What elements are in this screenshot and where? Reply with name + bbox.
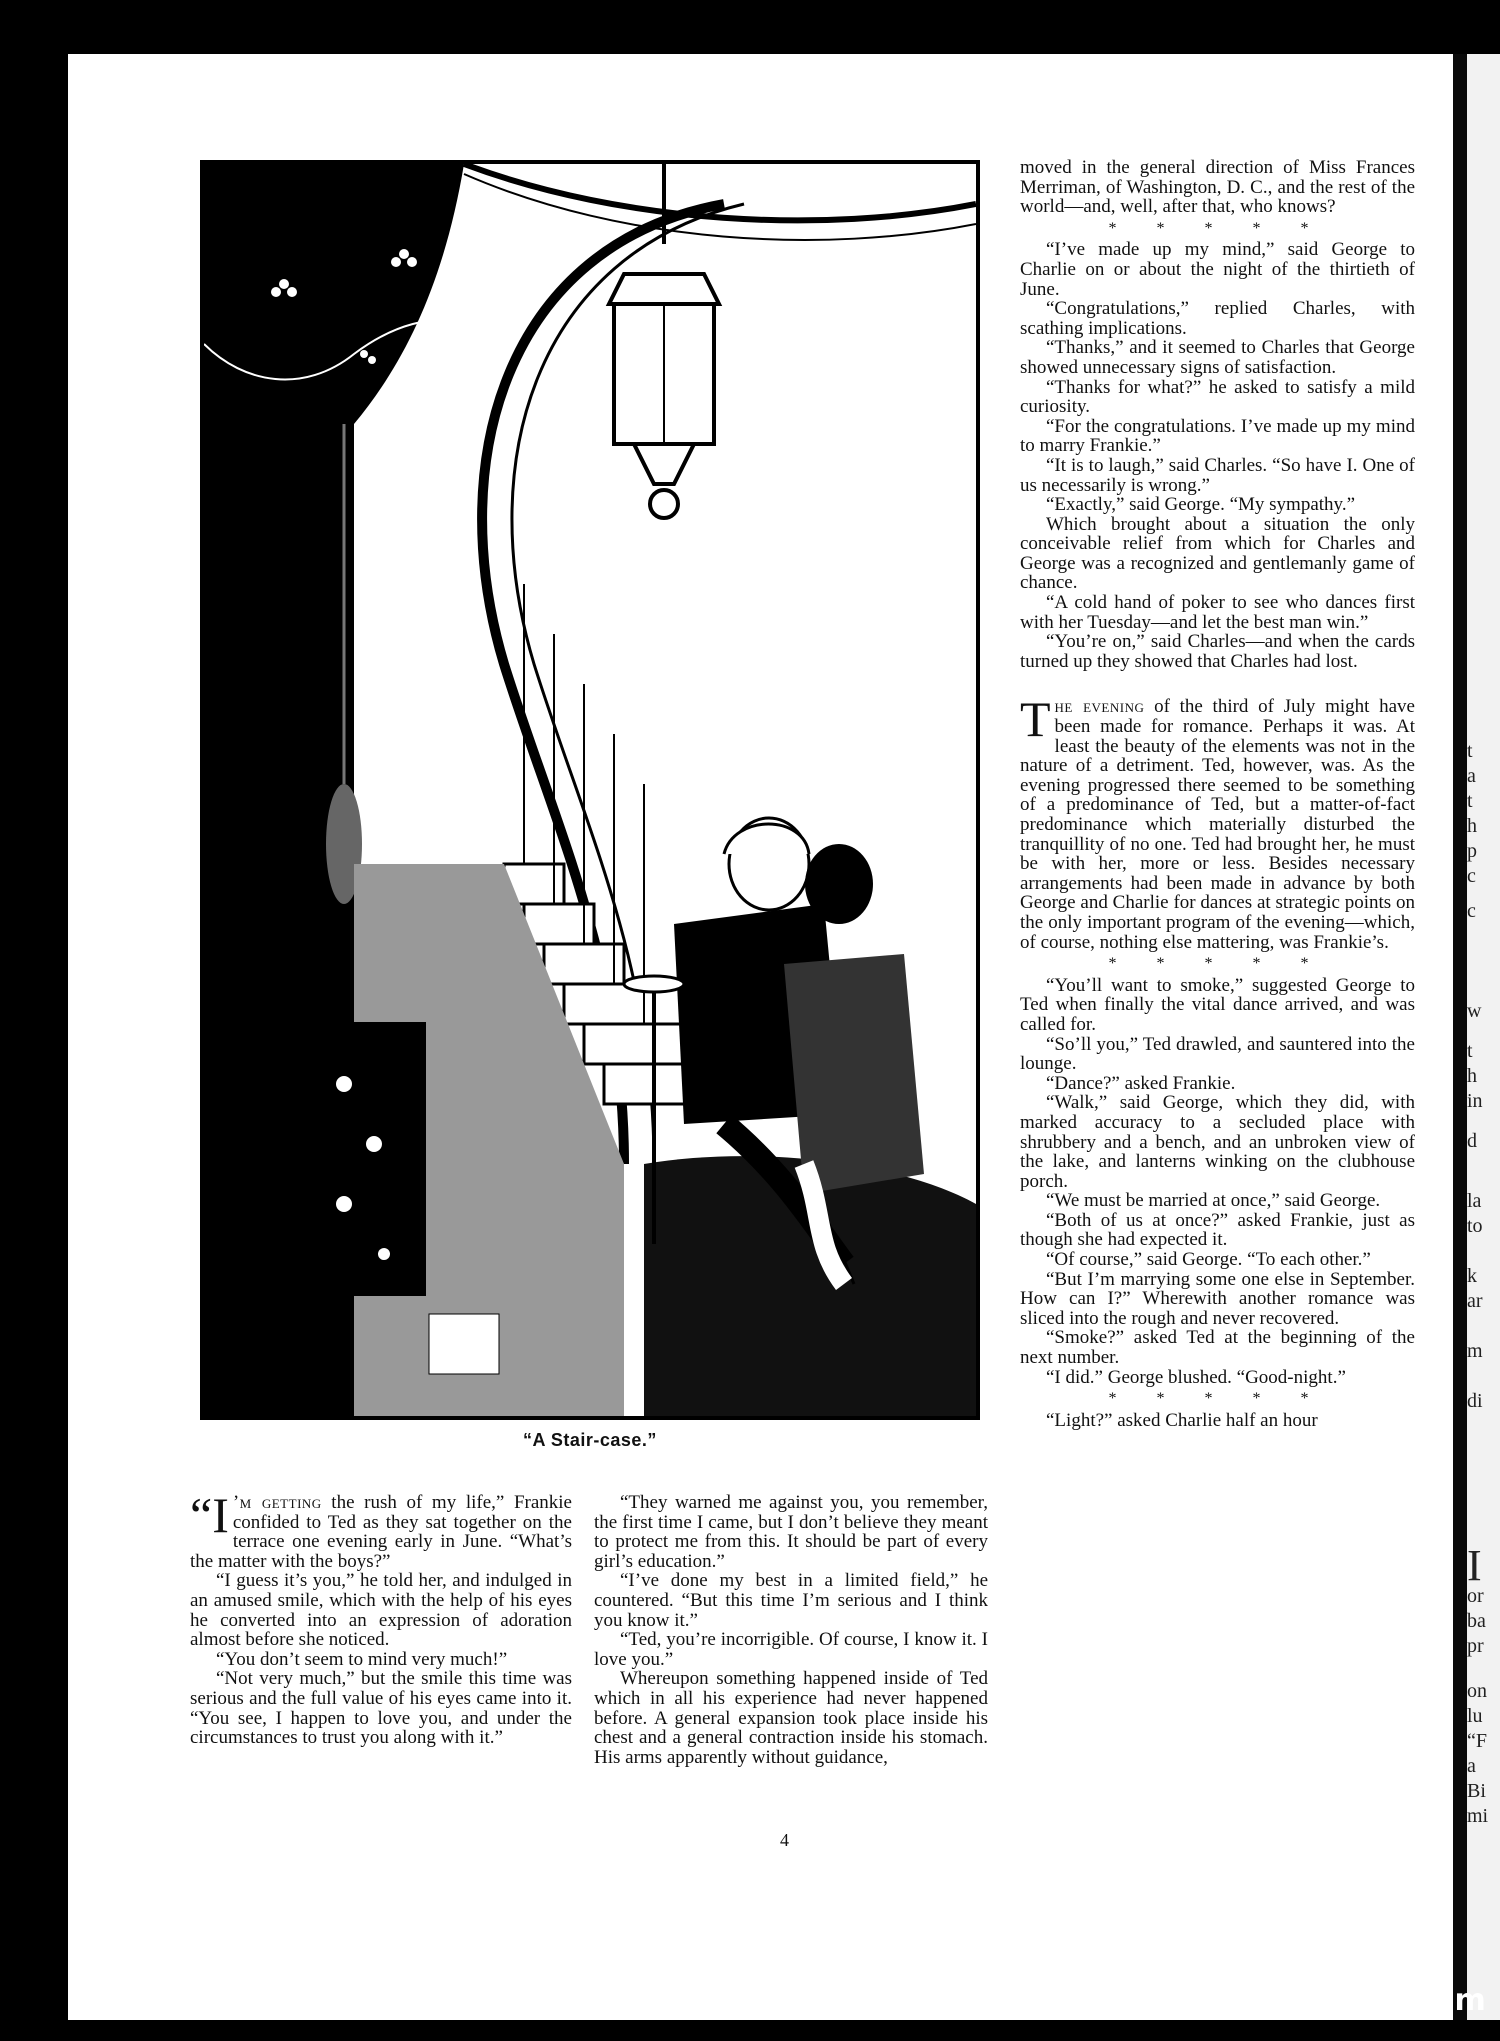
paragraph-text: “For the congratulations. I’ve made up my mind to marry Frankie.” xyxy=(1020,415,1415,457)
paragraph xyxy=(1020,632,1415,671)
paragraph-text: “We must be married at once,” said George. xyxy=(1046,1190,1381,1212)
section-stars: * * * * * xyxy=(1108,219,1327,237)
small-caps-lead: he evening xyxy=(1054,696,1145,718)
right-text-column xyxy=(1020,158,1415,1430)
paragraph-text: “Not very much,” but the smile this time was serious and the full value of his eyes came into it. “You see, I happen to love you, and under the circumstances to trust you along with it.” xyxy=(190,1668,572,1749)
paragraph-text: “So’ll you,” Ted drawled, and sauntered into the lounge. xyxy=(1020,1033,1415,1075)
facing-page-text-fragment: c xyxy=(1467,865,1476,887)
staircase-illustration xyxy=(200,160,980,1420)
paragraph-text: “Both of us at once?” asked Frankie, just as though she had expected it. xyxy=(1020,1209,1415,1251)
paragraph-text: “But I’m marrying some one else in September. How can I?” Wherewith another romance was sliced into the rough and never recovered. xyxy=(1020,1268,1415,1329)
facing-page-text-fragment: a xyxy=(1467,1755,1476,1777)
paragraph-text: “I’ve made up my mind,” said George to Charlie on or about the night of the thirtieth of June. xyxy=(1020,239,1415,300)
paragraph xyxy=(1020,338,1415,377)
section-stars: * * * * * xyxy=(1108,1390,1327,1408)
facing-page-text-fragment: k xyxy=(1467,1265,1477,1287)
facing-page-text-fragment: Bi xyxy=(1467,1780,1486,1802)
paragraph xyxy=(1020,495,1415,515)
paragraph-text: “Smoke?” asked Ted at the beginning of the next number. xyxy=(1020,1327,1415,1369)
paragraph-text: “They warned me against you, you remember, the first time I came, but I don’t believe they meant to protect me from this. It should be part of every girl’s education.” xyxy=(594,1492,988,1572)
facing-page-text-fragment: c xyxy=(1467,900,1476,922)
facing-page-text-fragment: w xyxy=(1467,1000,1482,1022)
paragraph-text: the rush of my life,” Frankie confided to Ted as they sat together on the terrace one evening early in June. “What’s the matter with the boys?” xyxy=(190,1492,572,1572)
facing-page-text-fragment: t xyxy=(1467,790,1473,812)
paragraph-text: Whereupon something happened inside of Ted which in all his experience had never happened before. A general expansion took place inside his chest and a general contraction inside his stomach. His arms apparently without guidance, xyxy=(594,1668,988,1768)
paragraph xyxy=(1020,1074,1415,1094)
facing-page-text-fragment: ba xyxy=(1467,1610,1486,1632)
paragraph-text: “A cold hand of poker to see who dances first with her Tuesday—and let the best man win.” xyxy=(1020,592,1415,633)
facing-page-text-fragment: I xyxy=(1467,1541,1482,1590)
paragraph xyxy=(1020,1035,1415,1074)
paragraph xyxy=(1020,378,1415,417)
facing-page-text-fragment: pr xyxy=(1467,1635,1484,1657)
facing-page-text-fragment: t xyxy=(1467,1040,1473,1062)
paragraph xyxy=(1020,1368,1415,1388)
page-number: 4 xyxy=(780,1830,789,1850)
facing-page-text-fragment: or xyxy=(1467,1585,1484,1607)
facing-page-text-fragment: di xyxy=(1467,1390,1483,1412)
bottom-left-text-column xyxy=(190,1487,572,1749)
paragraph xyxy=(594,1630,988,1669)
paragraph xyxy=(1020,417,1415,456)
section-stars: * * * * * xyxy=(1108,955,1327,973)
facing-page-text-fragment: la xyxy=(1467,1190,1482,1212)
illustration-caption: “A Stair-case.” xyxy=(523,1430,657,1450)
facing-page-text-fragment: ar xyxy=(1467,1290,1483,1312)
paragraph-text: “I did.” George blushed. “Good-night.” xyxy=(1046,1366,1346,1388)
paragraph xyxy=(1020,976,1415,1035)
paragraph xyxy=(190,1669,572,1747)
paragraph xyxy=(1020,1250,1415,1270)
section-break xyxy=(1020,671,1415,697)
paragraph xyxy=(190,1650,572,1670)
paragraph xyxy=(190,1487,572,1572)
facing-page-text-fragment: d xyxy=(1467,1130,1477,1152)
paragraph xyxy=(1020,515,1415,593)
paragraph-text: “I’ve done my best in a limited field,” he countered. “But this time I’m serious and I think you know it.” xyxy=(594,1570,988,1631)
paragraph-text: “You’re on,” said Charles—and when the cards turned up they showed that Charles had lost. xyxy=(1020,631,1415,672)
facing-page-text-fragment: on xyxy=(1467,1680,1487,1702)
facing-page-text-fragment: “F xyxy=(1467,1730,1487,1752)
paragraph-text: “Congratulations,” replied Charles, with scathing implications. xyxy=(1020,298,1415,339)
paragraph xyxy=(1020,691,1415,953)
paragraph xyxy=(1020,240,1415,299)
drop-cap: “I xyxy=(190,1487,229,1543)
facing-page-text-fragment: a xyxy=(1467,765,1476,787)
paragraph-text: “Ted, you’re incorrigible. Of course, I know it. I love you.” xyxy=(594,1629,988,1670)
paragraph-text: “You’ll want to smoke,” suggested George to Ted when finally the vital dance arrived, and was called for. xyxy=(1020,974,1415,1035)
paragraph-text: “Thanks,” and it seemed to Charles that George showed unnecessary signs of satisfaction. xyxy=(1020,337,1415,378)
paragraph-text: “Light?” asked Charlie half an hour xyxy=(1046,1409,1318,1431)
facing-page-text-fragment: h xyxy=(1467,1065,1477,1087)
watermark: comicbooks.com xyxy=(1200,1983,1487,2018)
paragraph-text: of the third of July might have been made for romance. Perhaps it was. At least the beauty of the elements was not in the nature of a detriment. Ted, however, was. As the evening progressed there seemed to be something of a predominance of Ted, but a matter-of-fact predominance which materially disturbed the tranquillity of no one. Ted had brought her, he must be with her, more or less. Besides necessary arrangements had been made in advance by both George and Charlie for dances at strategic points on the only important program of the evening—which, of course, nothing else mattering, was Frankie’s. xyxy=(1020,696,1415,953)
facing-page-text-fragment: mi xyxy=(1467,1805,1489,1827)
facing-page-text-fragment: t xyxy=(1467,740,1473,762)
drop-cap: T xyxy=(1020,691,1051,748)
paragraph-text: moved in the general direction of Miss Frances Merriman, of Washington, D. C., and the rest of the world—and, well, after that, who knows? xyxy=(1020,157,1415,218)
paragraph xyxy=(1020,1191,1415,1211)
paragraph xyxy=(1020,1270,1415,1329)
paragraph xyxy=(1020,456,1415,495)
paragraph-text: “It is to laugh,” said Charles. “So have I. One of us necessarily is wrong.” xyxy=(1020,454,1415,496)
paragraph xyxy=(190,1571,572,1649)
paragraph xyxy=(594,1571,988,1630)
facing-page-text-fragment: p xyxy=(1467,840,1477,862)
paragraph xyxy=(594,1669,988,1767)
bottom-middle-text-column xyxy=(594,1493,988,1767)
paragraph-text: “Dance?” asked Frankie. xyxy=(1046,1072,1236,1094)
paragraph-text: Which brought about a situation the only conceivable relief from which for Charles and George was a recognized and gentlemanly game of chance. xyxy=(1020,513,1415,594)
paragraph xyxy=(1020,1093,1415,1191)
paragraph-text: “I guess it’s you,” he told her, and indulged in an amused smile, which with the help of his eyes he converted into an expression of adoration almost before she noticed. xyxy=(190,1570,572,1651)
paragraph xyxy=(1020,1411,1415,1431)
small-caps-lead: ’m getting xyxy=(232,1492,322,1513)
facing-page-text-fragment: m xyxy=(1467,1340,1483,1362)
facing-page-text-fragment: in xyxy=(1467,1090,1483,1112)
facing-page-text-fragment: lu xyxy=(1467,1705,1483,1727)
paragraph xyxy=(1020,158,1415,217)
paragraph xyxy=(1020,299,1415,338)
paragraph-text: “Walk,” said George, which they did, with marked accuracy to a secluded place with shrubbery and a bench, and an unbroken view of the lake, and lanterns winking on the clubhouse porch. xyxy=(1020,1092,1415,1192)
paragraph xyxy=(594,1493,988,1571)
paragraph xyxy=(1020,1328,1415,1367)
paragraph xyxy=(1020,1211,1415,1250)
paragraph xyxy=(1020,593,1415,632)
paragraph-text: “You don’t seem to mind very much!” xyxy=(216,1648,508,1670)
facing-page-text-fragment: to xyxy=(1467,1215,1483,1237)
facing-page-text-fragment: h xyxy=(1467,815,1477,837)
paragraph-text: “Of course,” said George. “To each other.” xyxy=(1046,1249,1371,1271)
paragraph-text: “Thanks for what?” he asked to satisfy a mild curiosity. xyxy=(1020,376,1415,418)
paragraph-text: “Exactly,” said George. “My sympathy.” xyxy=(1046,494,1356,516)
